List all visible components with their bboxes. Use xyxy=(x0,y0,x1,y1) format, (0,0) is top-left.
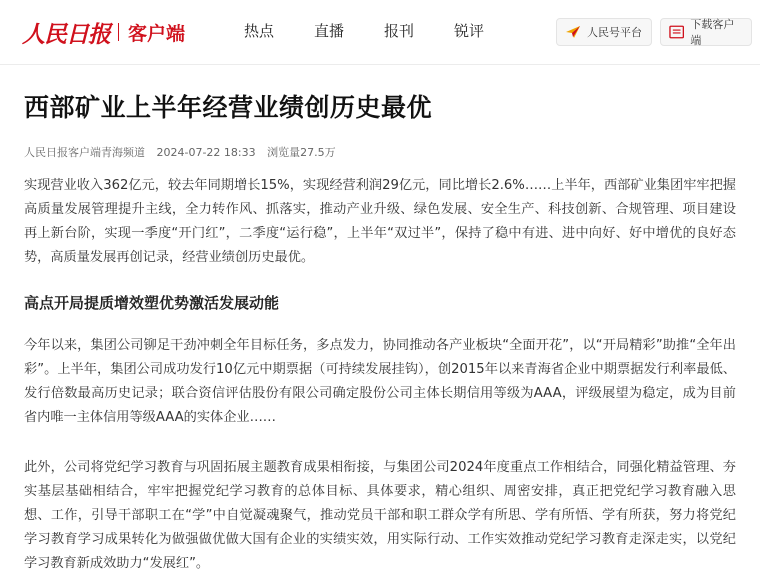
site-header xyxy=(0,0,760,65)
article-paragraph-1: 实现营业收入362亿元，较去年同期增长15%，实现经营利润29亿元，同比增长2.6%……上半年，西部矿业集团牢牢把握高质量发展管理提升主线，全力转作风、抓落实，推动产业升级、绿色发展、安全生产、科技创新、合规管理、项目建设再上新台阶，实现一季度“开门红”，二季度“运行稳”，上半年“双过半”，保持了稳中有进、进中向好、好中增优的良好态势，高质量发展再创记录，经营业绩创历史最优。 xyxy=(24,178,736,265)
paper-plane-icon xyxy=(565,25,581,39)
newspaper-icon xyxy=(669,25,684,39)
logo-subtitle: 客户端 xyxy=(128,22,186,45)
article-datetime: 2024-07-22 18:33 xyxy=(156,146,256,159)
brand-logo[interactable] xyxy=(22,16,185,48)
article-paragraph-2: 今年以来，集团公司铆足干劲冲刺全年目标任务，多点发力，协同推动各产业板块“全面开花”，以“开局精彩”助推“全年出彩”。上半年，集团公司成功发行10亿元中期票据（可持续发展挂钩），创2015年以来青海省企业中期票据发行利率最低、发行倍数最高历史记录；联合资信评估股份有限公司确定股份公司主体长期信用等级为AAA，评级展望为稳定，成为目前省内唯一主体信用等级AAA的实体企业…… xyxy=(24,338,736,425)
nav-item-live[interactable]: 直播 xyxy=(314,22,345,40)
nav-item-commentary[interactable]: 锐评 xyxy=(454,22,485,40)
section-subtitle: 高点开局提质增效塑优势激活发展动能 xyxy=(24,294,280,312)
article-meta xyxy=(24,144,344,160)
platform-button-label: 人民号平台 xyxy=(587,26,642,39)
article-title: 西部矿业上半年经营业绩创历史最优 xyxy=(24,93,433,122)
article-paragraph-3: 此外，公司将党纪学习教育与巩固拓展主题教育成果相衔接，与集团公司2024年度重点工作相结合，同强化精益管理、夯实基层基础相结合，牢牢把握党纪学习教育的总体目标、具体要求，精心组织、周密安排，真正把党纪学习教育融入思想、工作，引导干部职工在“学”中自觉凝魂聚气，推动党员干部和职工群众学有所思、学有所悟、学有所获，努力将党纪学习教育学习成果转化为做强做优做大国有企业的实绩实效，用实际行动、工作实效推动党纪学习教育走深走实，以党纪学习教育新成效助力“发展红”。 xyxy=(24,460,736,571)
logo-divider xyxy=(118,23,119,41)
download-app-button[interactable] xyxy=(660,18,752,46)
download-app-button-label: 下载客户端 xyxy=(690,18,735,47)
main-nav xyxy=(244,20,524,41)
logo-wordmark: 人民日报 xyxy=(22,20,110,48)
nav-item-newspaper[interactable]: 报刊 xyxy=(384,22,415,40)
platform-button[interactable] xyxy=(556,18,652,46)
article-views: 浏览量27.5万 xyxy=(267,146,336,159)
article-source: 人民日报客户端青海频道 xyxy=(24,146,145,159)
nav-item-hot[interactable]: 热点 xyxy=(244,22,275,40)
